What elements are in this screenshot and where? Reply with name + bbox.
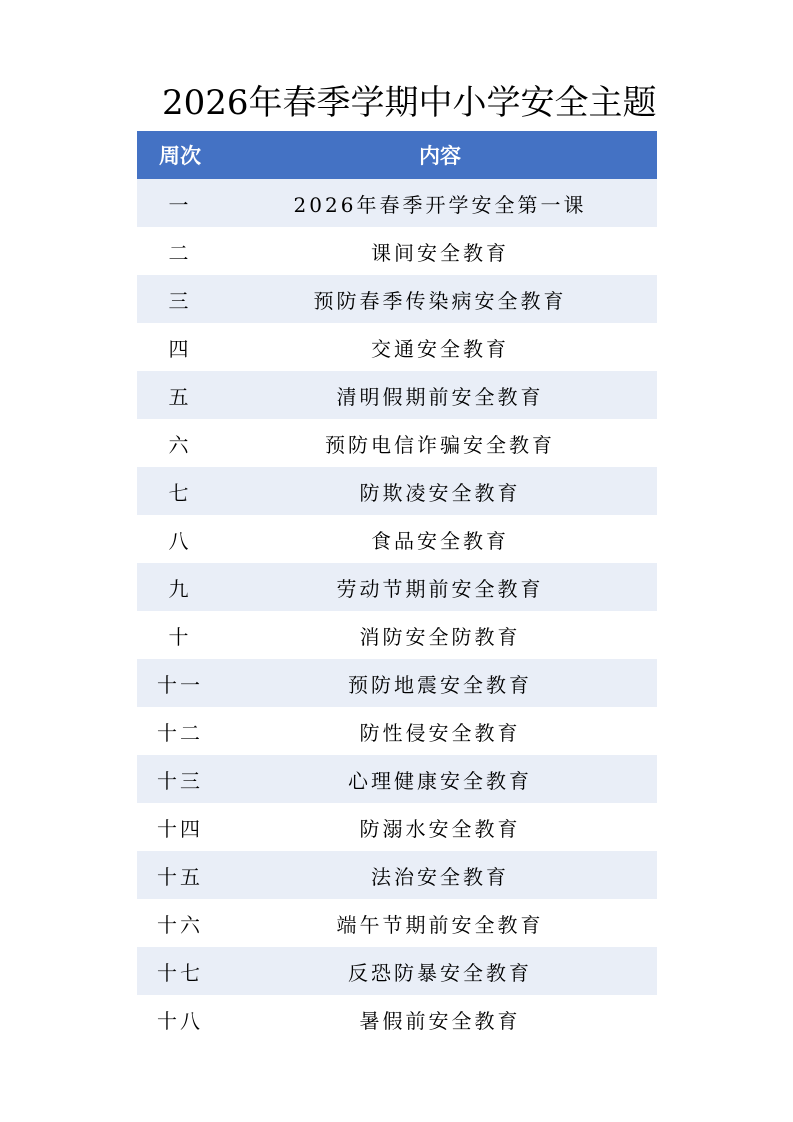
table-row <box>137 659 657 707</box>
content-cell: 食品安全教育 <box>371 528 509 553</box>
week-cell: 十五 <box>157 864 203 889</box>
week-cell: 十三 <box>157 768 203 793</box>
content-cell: 消防安全防教育 <box>359 624 521 649</box>
week-cell: 二 <box>168 240 192 265</box>
table-row <box>137 851 657 899</box>
week-cell: 九 <box>168 576 192 601</box>
content-cell: 预防地震安全教育 <box>348 672 532 697</box>
content-cell: 端午节期前安全教育 <box>336 912 544 937</box>
table-row <box>137 275 657 323</box>
week-cell: 十一 <box>157 672 203 697</box>
week-cell: 十七 <box>157 960 203 985</box>
content-cell: 防欺凌安全教育 <box>359 480 521 505</box>
content-cell: 劳动节期前安全教育 <box>336 576 544 601</box>
week-cell: 一 <box>168 192 192 217</box>
table-row <box>137 947 657 995</box>
content-cell: 预防春季传染病安全教育 <box>313 288 567 313</box>
table-row <box>137 227 657 275</box>
content-cell: 反恐防暴安全教育 <box>348 960 532 985</box>
week-cell: 十 <box>168 624 192 649</box>
week-cell: 七 <box>168 480 192 505</box>
week-cell: 六 <box>168 432 192 457</box>
table-body <box>137 179 657 1043</box>
content-cell: 心理健康安全教育 <box>348 768 532 793</box>
table-row <box>137 803 657 851</box>
content-cell: 清明假期前安全教育 <box>336 384 544 409</box>
week-cell: 十二 <box>157 720 203 745</box>
table-header <box>137 131 657 179</box>
header-content: 内容 <box>419 144 461 168</box>
table-row <box>137 899 657 947</box>
content-cell: 法治安全教育 <box>371 864 509 889</box>
table-row <box>137 515 657 563</box>
content-cell: 2026年春季开学安全第一课 <box>293 192 587 217</box>
week-cell: 十四 <box>157 816 203 841</box>
week-cell: 三 <box>168 288 192 313</box>
page-title: 2026年春季学期中小学安全主题 <box>162 83 657 123</box>
content-cell: 课间安全教育 <box>371 240 509 265</box>
table-row <box>137 179 657 227</box>
table-row <box>137 419 657 467</box>
table-row <box>137 323 657 371</box>
content-cell: 暑假前安全教育 <box>359 1008 521 1033</box>
schedule-table <box>137 131 657 1043</box>
content-cell: 防溺水安全教育 <box>359 816 521 841</box>
content-cell: 预防电信诈骗安全教育 <box>325 432 555 457</box>
table-row <box>137 563 657 611</box>
week-cell: 十六 <box>157 912 203 937</box>
header-week: 周次 <box>159 144 201 168</box>
content-cell: 交通安全教育 <box>371 336 509 361</box>
week-cell: 八 <box>168 528 192 553</box>
week-cell: 四 <box>168 336 192 361</box>
table-row <box>137 755 657 803</box>
table-row <box>137 371 657 419</box>
table-row <box>137 707 657 755</box>
week-cell: 十八 <box>157 1008 203 1033</box>
table-row <box>137 611 657 659</box>
week-cell: 五 <box>168 384 192 409</box>
table-row <box>137 467 657 515</box>
content-cell: 防性侵安全教育 <box>359 720 521 745</box>
table-row <box>137 995 657 1043</box>
